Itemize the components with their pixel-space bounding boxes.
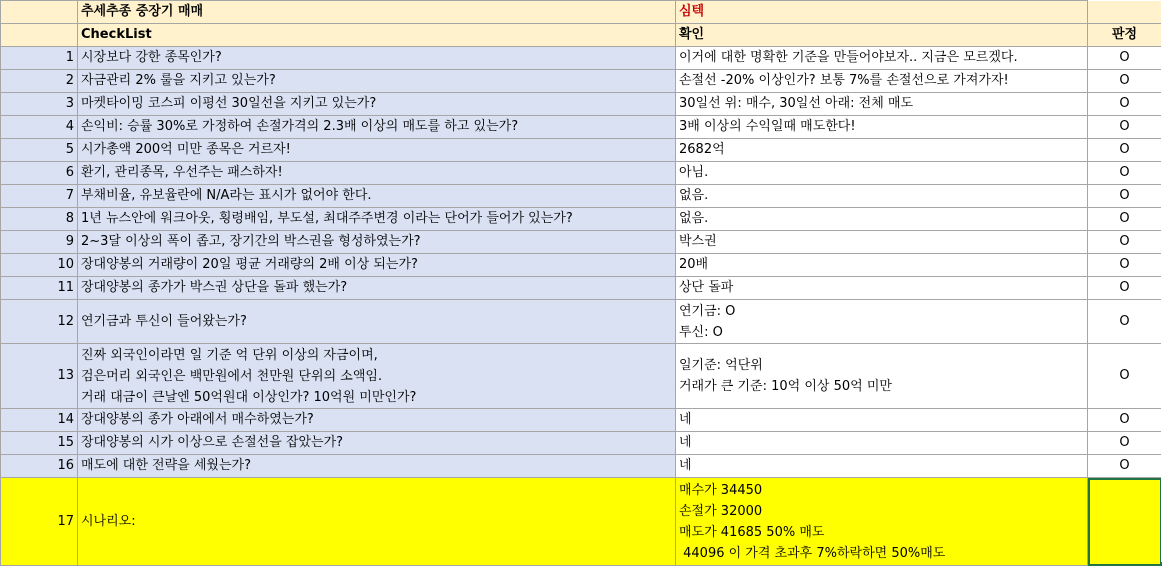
table-row [1, 47, 1162, 70]
question-cell[interactable]: 연기금과 투신이 들어왔는가? [78, 300, 676, 344]
row-number[interactable]: 17 [1, 478, 78, 566]
row-number[interactable]: 12 [1, 300, 78, 344]
verdict-cell[interactable]: O [1088, 116, 1162, 139]
row-number[interactable]: 13 [1, 344, 78, 409]
verdict-cell[interactable]: O [1088, 409, 1162, 432]
table-row [1, 254, 1162, 277]
row-number[interactable]: 7 [1, 185, 78, 208]
sheet-right-edge [1161, 0, 1168, 562]
question-cell[interactable]: 장대양봉의 종가 아래에서 매수하였는가? [78, 409, 676, 432]
scenario-label[interactable]: 시나리오: [78, 478, 676, 566]
header-row [1, 24, 1162, 47]
verdict-cell[interactable]: O [1088, 208, 1162, 231]
row-number[interactable]: 10 [1, 254, 78, 277]
table-row [1, 432, 1162, 455]
row-number[interactable]: 1 [1, 47, 78, 70]
scenario-row [1, 478, 1162, 566]
verdict-cell[interactable]: O [1088, 455, 1162, 478]
answer-line: 거래가 큰 기준: 10억 이상 50억 미만 [679, 379, 892, 394]
question-cell[interactable]: 시장보다 강한 종목인가? [78, 47, 676, 70]
answer-line: 투신: O [679, 324, 723, 340]
table-row [1, 409, 1162, 432]
verdict-cell[interactable]: O [1088, 70, 1162, 93]
verdict-cell[interactable]: O [1088, 300, 1162, 344]
question-line: 진짜 외국인이라면 일 기준 억 단위 이상의 자금이며, [81, 347, 378, 363]
table-row [1, 139, 1162, 162]
row-number[interactable]: 11 [1, 277, 78, 300]
question-cell[interactable]: 장대양봉의 종가가 박스권 상단을 돌파 했는가? [78, 277, 676, 300]
answer-line: 연기금: O [679, 303, 736, 319]
table-row [1, 162, 1162, 185]
row-number[interactable]: 9 [1, 231, 78, 254]
row-number[interactable]: 8 [1, 208, 78, 231]
scenario-line: 44096 이 가격 초과후 7%하락하면 50%매도 [679, 545, 946, 561]
question-cell[interactable]: 1년 뉴스안에 워크아웃, 횡령배임, 부도설, 최대주주변경 이라는 단어가 들어가 있는가? [78, 208, 676, 231]
table-row [1, 277, 1162, 300]
stock-name[interactable]: 심텍 [676, 1, 1088, 24]
answer-cell[interactable]: 없음. [676, 185, 1088, 208]
verdict-cell[interactable]: O [1088, 139, 1162, 162]
header-verdict[interactable]: 판정 [1088, 24, 1162, 47]
title-empty-cell[interactable] [1088, 1, 1162, 24]
selected-cell[interactable] [1088, 478, 1162, 566]
row-number[interactable]: 6 [1, 162, 78, 185]
answer-cell[interactable]: 네 [676, 455, 1088, 478]
table-row [1, 455, 1162, 478]
answer-cell[interactable]: 없음. [676, 208, 1088, 231]
scenario-line: 매도가 41685 50% 매도 [679, 524, 825, 540]
answer-cell[interactable]: 2682억 [676, 139, 1088, 162]
question-cell[interactable]: 장대양봉의 거래량이 20일 평균 거래량의 2배 이상 되는가? [78, 254, 676, 277]
row-number[interactable]: 4 [1, 116, 78, 139]
verdict-cell[interactable]: O [1088, 254, 1162, 277]
question-line: 검은머리 외국인은 백만원에서 천만원 단위의 소액임. [81, 368, 383, 384]
sheet-title[interactable]: 추세추종 중장기 매매 [78, 1, 676, 24]
table-row [1, 231, 1162, 254]
answer-cell[interactable]: 손절선 -20% 이상인가? 보통 7%를 손절선으로 가져가자! [676, 70, 1088, 93]
scenario-line: 손절가 32000 [679, 503, 763, 519]
scenario-line: 매수가 34450 [679, 482, 763, 498]
verdict-cell[interactable]: O [1088, 93, 1162, 116]
question-cell[interactable]: 시가총액 200억 미만 종목은 거르자! [78, 139, 676, 162]
question-cell[interactable]: 자금관리 2% 룰을 지키고 있는가? [78, 70, 676, 93]
question-cell[interactable]: 환기, 관리종목, 우선주는 패스하자! [78, 162, 676, 185]
answer-cell[interactable] [676, 300, 1088, 344]
verdict-cell[interactable]: O [1088, 432, 1162, 455]
answer-line: 일기준: 억단위 [679, 358, 763, 373]
table-row [1, 300, 1162, 344]
answer-cell[interactable] [676, 344, 1088, 409]
answer-cell[interactable]: 네 [676, 409, 1088, 432]
answer-cell[interactable]: 20배 [676, 254, 1088, 277]
answer-cell[interactable]: 네 [676, 432, 1088, 455]
answer-cell[interactable]: 3배 이상의 수익일때 매도한다! [676, 116, 1088, 139]
verdict-cell[interactable]: O [1088, 185, 1162, 208]
verdict-cell[interactable]: O [1088, 231, 1162, 254]
table-row [1, 344, 1162, 409]
row-number[interactable]: 5 [1, 139, 78, 162]
row-number[interactable]: 2 [1, 70, 78, 93]
answer-cell[interactable]: 아님. [676, 162, 1088, 185]
question-cell[interactable]: 부채비율, 유보율란에 N/A라는 표시가 없어야 한다. [78, 185, 676, 208]
header-checklist[interactable]: CheckList [78, 24, 676, 47]
question-cell[interactable]: 매도에 대한 전략을 세웠는가? [78, 455, 676, 478]
table-row [1, 116, 1162, 139]
question-cell[interactable] [78, 344, 676, 409]
question-cell[interactable]: 장대양봉의 시가 이상으로 손절선을 잡았는가? [78, 432, 676, 455]
table-row [1, 185, 1162, 208]
answer-cell[interactable]: 박스권 [676, 231, 1088, 254]
row-number[interactable]: 15 [1, 432, 78, 455]
header-confirm[interactable]: 확인 [676, 24, 1088, 47]
header-blank-cell[interactable] [1, 24, 78, 47]
question-line: 거래 대금이 큰날엔 50억원대 이상인가? 10억원 미만인가? [81, 389, 417, 405]
verdict-cell[interactable]: O [1088, 47, 1162, 70]
answer-cell[interactable]: 이거에 대한 명확한 기준을 만들어야보자.. 지금은 모르겠다. [676, 47, 1088, 70]
question-cell[interactable]: 마켓타이밍 코스피 이평선 30일선을 지키고 있는가? [78, 93, 676, 116]
verdict-cell[interactable]: O [1088, 162, 1162, 185]
verdict-cell[interactable]: O [1088, 344, 1162, 409]
scenario-cell[interactable] [676, 478, 1088, 566]
table-row [1, 93, 1162, 116]
title-row [1, 1, 1162, 24]
verdict-cell[interactable]: O [1088, 277, 1162, 300]
title-blank-cell[interactable] [1, 1, 78, 24]
row-number[interactable]: 14 [1, 409, 78, 432]
row-number[interactable]: 3 [1, 93, 78, 116]
answer-cell[interactable]: 상단 돌파 [676, 277, 1088, 300]
table-row [1, 208, 1162, 231]
question-cell[interactable]: 2~3달 이상의 폭이 좁고, 장기간의 박스권을 형성하였는가? [78, 231, 676, 254]
question-cell[interactable]: 손익비: 승률 30%로 가정하여 손절가격의 2.3배 이상의 매도를 하고 있는가? [78, 116, 676, 139]
answer-cell[interactable]: 30일선 위: 매수, 30일선 아래: 전체 매도 [676, 93, 1088, 116]
row-number[interactable]: 16 [1, 455, 78, 478]
table-row [1, 70, 1162, 93]
